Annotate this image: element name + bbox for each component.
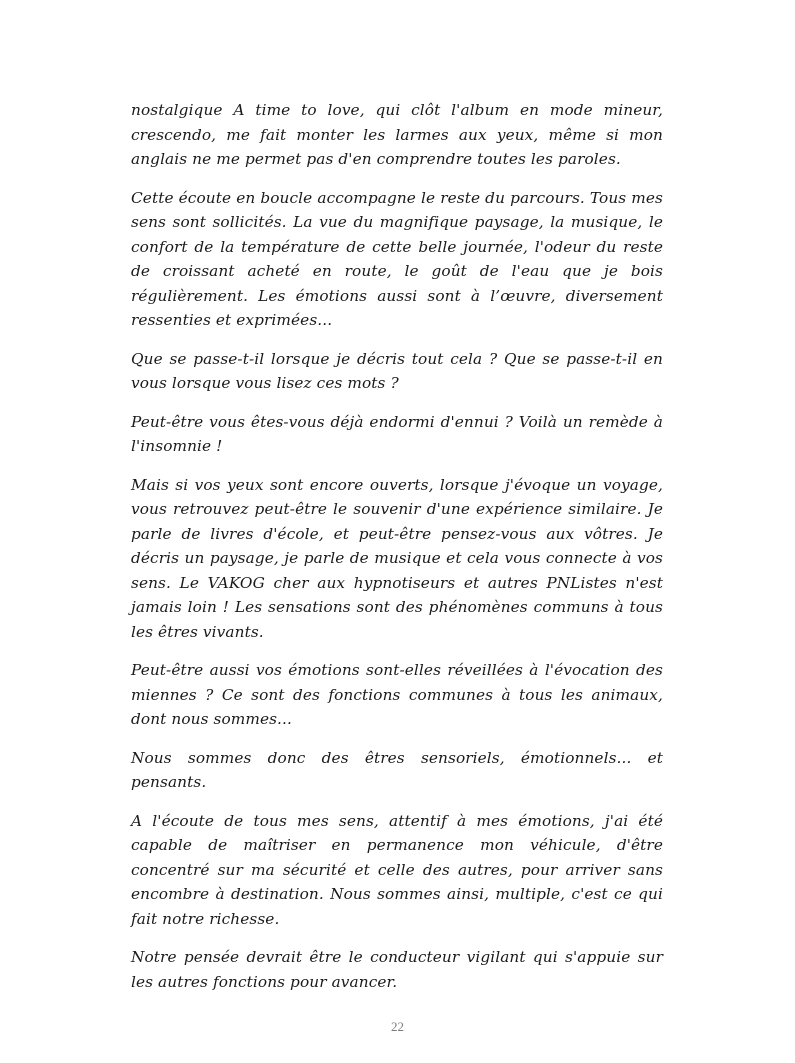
- paragraph: Mais si vos yeux sont encore ouverts, lorsque j'évoque un voyage, vous retrouvez peut-être le souvenir d'une expérience similaire. Je parle de livres d'école, et peut-être pensez-vous aux vôtres. Je décris un paysage, je parle de musique et cela vous connecte à vos sens. Le VAKOG cher aux hypnotiseurs et autres PNListes n'est jamais loin ! Les sensations sont des phénomènes communs à tous les êtres vivants.: [131, 475, 663, 641]
- paragraph: Peut-être aussi vos émotions sont-elles réveillées à l'évocation des miennes ? Ce sont des fonctions communes à tous les animaux, dont nous sommes...: [131, 661, 663, 728]
- paragraph: A l'écoute de tous mes sens, attentif à mes émotions, j'ai été capable de maîtriser en permanence mon véhicule, d'être concentré sur ma sécurité et celle des autres, pour arriver sans encombre à destination. Nous sommes ainsi, multiple, c'est ce qui fait notre richesse.: [131, 811, 663, 928]
- paragraph: Que se passe-t-il lorsque je décris tout cela ? Que se passe-t-il en vous lorsque vous lisez ces mots ?: [131, 349, 663, 392]
- paragraph: Peut-être vous êtes-vous déjà endormi d'ennui ? Voilà un remède à l'insomnie !: [131, 412, 663, 455]
- page-body: [131, 98, 663, 1008]
- page-number: 22: [391, 1019, 404, 1034]
- paragraph: Cette écoute en boucle accompagne le reste du parcours. Tous mes sens sont sollicités. La vue du magnifique paysage, la musique, le confort de la température de cette belle journée, l'odeur du reste de croissant acheté en route, le goût de l'eau que je bois régulièrement. Les émotions aussi sont à l’œuvre, diversement ressenties et exprimées...: [131, 188, 663, 329]
- paragraph: Notre pensée devrait être le conducteur vigilant qui s'appuie sur les autres fonctions pour avancer.: [131, 948, 663, 991]
- paragraph: Nous sommes donc des êtres sensoriels, émotionnels... et pensants.: [131, 748, 663, 791]
- paragraph: nostalgique A time to love, qui clôt l'album en mode mineur, crescendo, me fait monter les larmes aux yeux, même si mon anglais ne me permet pas d'en comprendre toutes les paroles.: [131, 101, 663, 168]
